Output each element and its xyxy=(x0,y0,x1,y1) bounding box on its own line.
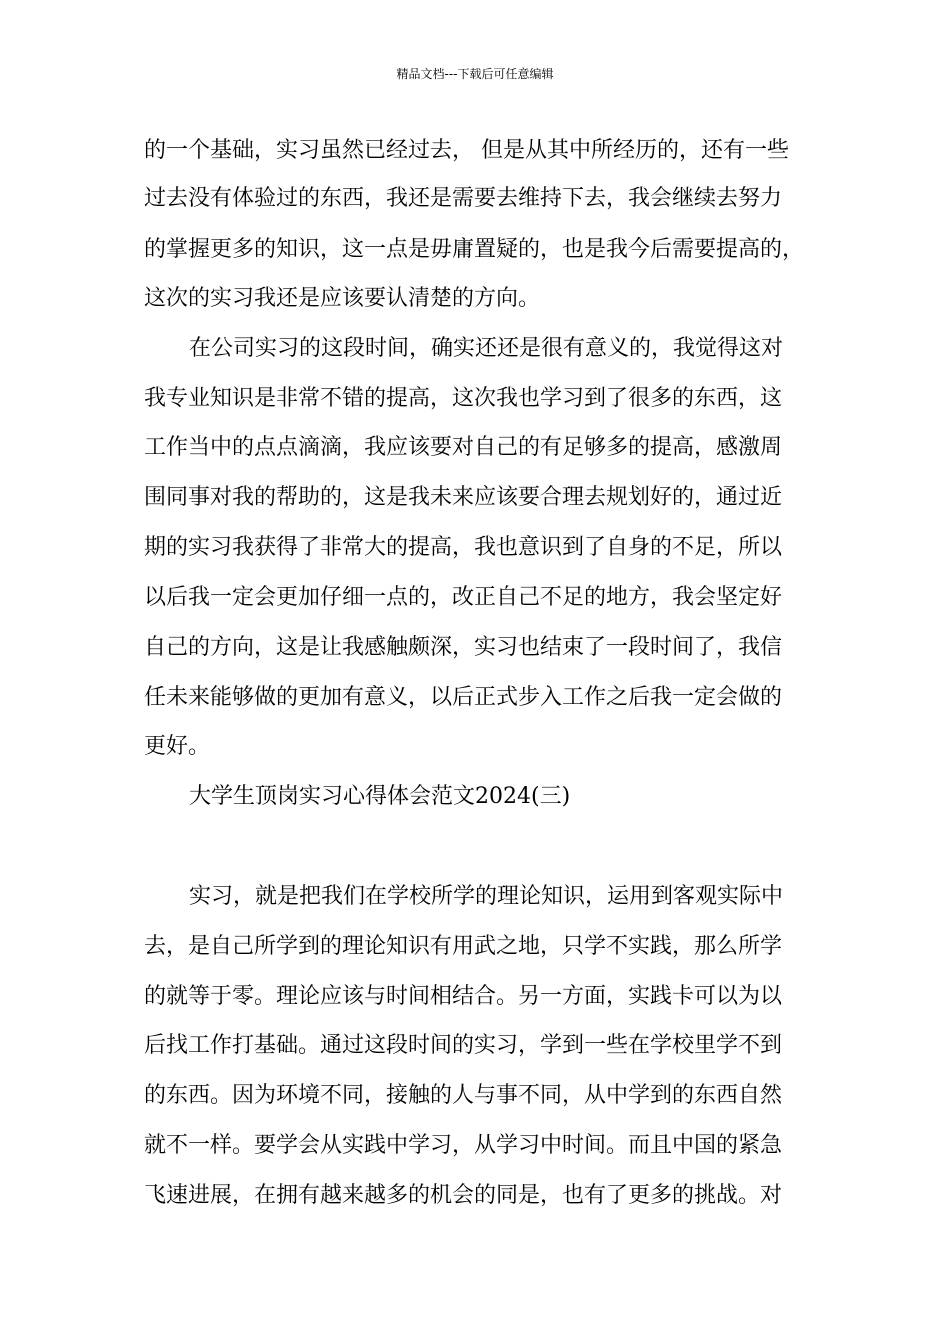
paragraph-3-line: 的东西。因为环境不同，接触的人与事不同，从中学到的东西自然 xyxy=(144,1083,783,1108)
paragraph-2-line: 工作当中的点点滴滴，我应该要对自己的有足够多的提高，感激周 xyxy=(144,435,783,460)
section-title: 大学生顶岗实习心得体会范文2024(三) xyxy=(189,784,571,809)
paragraph-3-line: 后找工作打基础。通过这段时间的实习，学到一些在学校里学不到 xyxy=(144,1033,783,1058)
paragraph-2-line: 更好。 xyxy=(144,734,211,759)
paragraph-2-line: 自己的方向，这是让我感触颇深，实习也结束了一段时间了，我信 xyxy=(144,635,783,660)
paragraph-2-line: 任未来能够做的更加有意义，以后正式步入工作之后我一定会做的 xyxy=(144,685,783,710)
paragraph-3-line: 飞速进展，在拥有越来越多的机会的同是，也有了更多的挑战。对 xyxy=(144,1183,783,1208)
paragraph-3-line: 实习，就是把我们在学校所学的理论知识，运用到客观实际中 xyxy=(189,884,784,909)
paragraph-2-line: 围同事对我的帮助的，这是我未来应该要合理去规划好的，通过近 xyxy=(144,485,783,510)
paragraph-2-line: 我专业知识是非常不错的提高，这次我也学习到了很多的东西，这 xyxy=(144,386,783,411)
paragraph-3-line: 就不一样。要学会从实践中学习，从学习中时间。而且中国的紧急 xyxy=(144,1133,783,1158)
paragraph-1-line: 这次的实习我还是应该要认清楚的方向。 xyxy=(144,286,541,311)
paragraph-3-line: 的就等于零。理论应该与时间相结合。另一方面，实践卡可以为以 xyxy=(144,984,783,1009)
paragraph-3-line: 去，是自己所学到的理论知识有用武之地，只学不实践，那么所学 xyxy=(144,934,783,959)
page-header: 精品文档---下载后可任意编辑 xyxy=(396,67,554,81)
paragraph-2-line: 在公司实习的这段时间，确实还还是很有意义的，我觉得这对 xyxy=(189,336,784,361)
paragraph-2-line: 期的实习我获得了非常大的提高，我也意识到了自身的不足，所以 xyxy=(144,535,783,560)
paragraph-2-line: 以后我一定会更加仔细一点的，改正自己不足的地方，我会坚定好 xyxy=(144,585,783,610)
paragraph-1-line: 过去没有体验过的东西，我还是需要去维持下去，我会继续去努力 xyxy=(144,186,783,211)
paragraph-1-line: 的掌握更多的知识，这一点是毋庸置疑的，也是我今后需要提高的， xyxy=(144,237,805,262)
paragraph-1-line: 的一个基础，实习虽然已经过去， 但是从其中所经历的，还有一些 xyxy=(144,138,789,163)
